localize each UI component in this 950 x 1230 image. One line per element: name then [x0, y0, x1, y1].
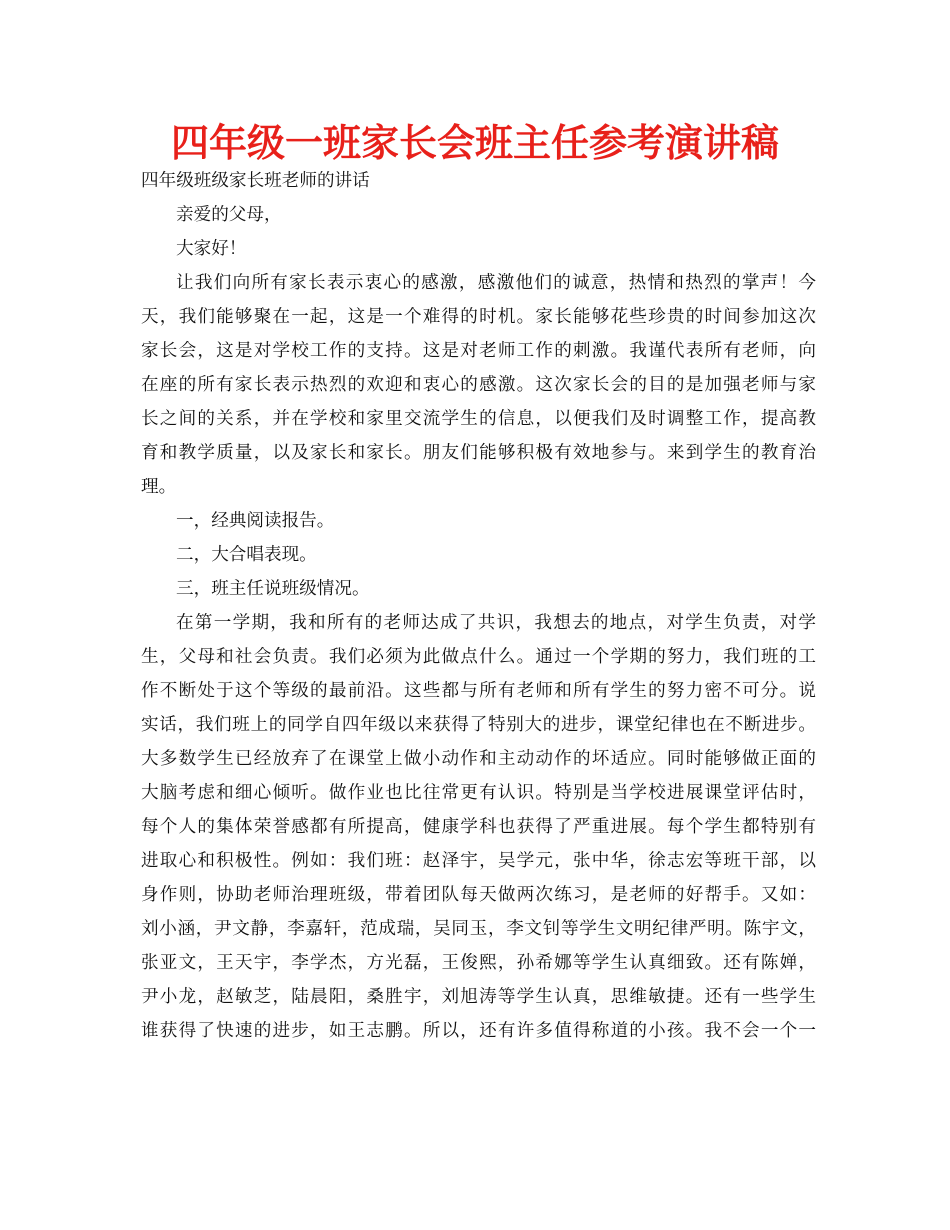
- paragraph-line: 在座的所有家长表示热烈的欢迎和衷心的感激。这次家长会的目的是加强老师与家: [141, 375, 816, 395]
- paragraph-line: 理。: [141, 477, 177, 497]
- paragraph-line: 每个人的集体荣誉感都有所提高，健康学科也获得了严重进展。每个学生都特别有: [141, 817, 816, 837]
- paragraph-line: 天，我们能够聚在一起，这是一个难得的时机。家长能够花些珍贵的时间参加这次: [141, 307, 816, 327]
- paragraph-line: 在第一学期，我和所有的老师达成了共识，我想去的地点，对学生负责，对学: [176, 613, 816, 633]
- document-title: 四年级一班家长会班主任参考演讲稿: [170, 121, 779, 165]
- agenda-item: 三，班主任说班级情况。: [176, 579, 370, 599]
- paragraph-line: 刘小涵，尹文静，李嘉轩，范成瑞，吴同玉，李文钊等学生文明纪律严明。陈宇文，: [141, 919, 816, 939]
- paragraph-line: 让我们向所有家长表示衷心的感激，感激他们的诚意，热情和热烈的掌声！今: [176, 273, 816, 293]
- greeting-line: 大家好！: [176, 239, 247, 259]
- paragraph-line: 生，父母和社会负责。我们必须为此做点什么。通过一个学期的努力，我们班的工: [141, 647, 816, 667]
- paragraph-line: 长之间的关系，并在学校和家里交流学生的信息，以便我们及时调整工作，提高教: [141, 409, 816, 429]
- paragraph-line: 家长会，这是对学校工作的支持。这是对老师工作的刺激。我谨代表所有老师，向: [141, 341, 816, 361]
- subtitle-line: 四年级班级家长班老师的讲话: [141, 171, 370, 191]
- paragraph-line: 育和教学质量，以及家长和家长。朋友们能够积极有效地参与。来到学生的教育治: [141, 443, 816, 463]
- agenda-item: 一，经典阅读报告。: [176, 511, 335, 531]
- paragraph-line: 进取心和积极性。例如：我们班：赵泽宇，吴学元，张中华，徐志宏等班干部，以: [141, 851, 816, 871]
- agenda-item: 二，大合唱表现。: [176, 545, 317, 565]
- paragraph-line: 谁获得了快速的进步，如王志鹏。所以，还有许多值得称道的小孩。我不会一个一: [141, 1021, 816, 1041]
- paragraph-line: 实话，我们班上的同学自四年级以来获得了特别大的进步，课堂纪律也在不断进步。: [141, 715, 816, 735]
- paragraph-line: 作不断处于这个等级的最前沿。这些都与所有老师和所有学生的努力密不可分。说: [141, 681, 816, 701]
- paragraph-line: 张亚文，王天宇，李学杰，方光磊，王俊熙，孙希娜等学生认真细致。还有陈婵，: [141, 953, 816, 973]
- paragraph-line: 大脑考虑和细心倾听。做作业也比往常更有认识。特别是当学校进展课堂评估时，: [141, 783, 816, 803]
- paragraph-line: 身作则，协助老师治理班级，带着团队每天做两次练习，是老师的好帮手。又如：: [141, 885, 816, 905]
- document-body: [141, 164, 816, 1048]
- salutation-line: 亲爱的父母，: [176, 205, 282, 225]
- paragraph-line: 尹小龙，赵敏芝，陆晨阳，桑胜宇，刘旭涛等学生认真，思维敏捷。还有一些学生: [141, 987, 816, 1007]
- paragraph-line: 大多数学生已经放弃了在课堂上做小动作和主动动作的坏适应。同时能够做正面的: [141, 749, 816, 769]
